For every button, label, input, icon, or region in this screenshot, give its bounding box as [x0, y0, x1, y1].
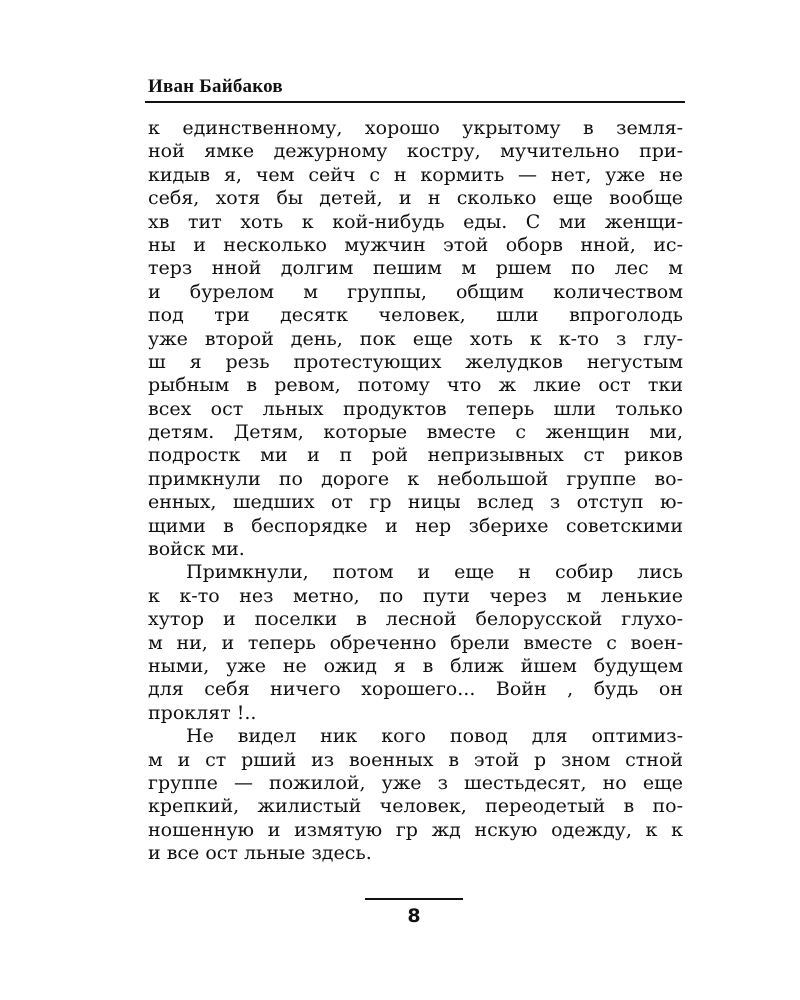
text-line: ношенную и измятую гр жд нскую одежду, к к: [148, 818, 683, 841]
text-line: к к-то нез метно, по пути через м ленькие: [148, 584, 683, 607]
text-line: кидыв я, чем сейч с н кормить — нет, уже не: [148, 163, 683, 186]
text-line: и все ост льные здесь.: [148, 842, 372, 865]
text-line: м и ст рший из военных в этой р зном стной: [148, 748, 683, 771]
running-header: [148, 76, 685, 100]
text-line: всех ост льных продуктов теперь шли только: [148, 397, 683, 420]
text-line: примкнули по дороге к небольшой группе во-: [148, 467, 683, 490]
text-line: под три десятк человек, шли впроголодь: [148, 304, 683, 327]
text-line: хв тит хоть к кой-нибудь еды. С ми женщи-: [148, 210, 683, 233]
text-line: группе — пожилой, уже з шестьдесят, но еще: [148, 771, 683, 794]
text-line: крепкий, жилистый человек, переодетый в по-: [148, 795, 683, 818]
text-line: хутор и поселки в лесной белорусской глухо-: [148, 608, 683, 631]
text-line: и бурелом м группы, общим количеством: [148, 280, 683, 303]
text-line: ными, уже не ожид я в ближ йшем будущем: [148, 654, 683, 677]
text-line: терз нной долгим пешим м ршем по лес м: [148, 257, 683, 280]
text-line: ны и несколько мужчин этой оборв нной, ис-: [148, 233, 683, 256]
text-line: енных, шедших от гр ницы вслед з отступ ю-: [148, 491, 683, 514]
text-line: войск ми.: [148, 538, 245, 561]
footer-rule: [365, 898, 463, 900]
page-number: 8: [407, 905, 421, 927]
header-rule: [145, 101, 685, 103]
text-line: Примкнули, потом и еще н собир лись: [186, 561, 683, 584]
text-line: к единственному, хорошо укрытому в земля-: [148, 117, 683, 139]
text-line: себя, хотя бы детей, и н сколько еще вообще: [148, 187, 683, 210]
text-line: для себя ничего хорошего... Войн , будь он: [148, 678, 683, 701]
text-line: ной ямке дежурному костру, мучительно при-: [148, 140, 683, 163]
text-line: детям. Детям, которые вместе с женщин ми,: [148, 421, 683, 444]
text-line: ш я резь протестующих желудков негустым: [148, 350, 683, 373]
text-line: подростк ми и п рой непризывных ст риков: [148, 444, 683, 467]
text-line: м ни, и теперь обреченно брели вместе с воен-: [148, 631, 683, 654]
text-line: рыбным в ревом, потому что ж лкие ост тки: [148, 374, 683, 397]
text-line: проклят !..: [148, 701, 257, 724]
author-name: Иван Байбаков: [148, 76, 283, 97]
text-line: щими в беспорядке и нер зберихе советскими: [148, 514, 683, 537]
body-text: [148, 117, 683, 866]
text-line: Не видел ник кого повод для оптимиз-: [186, 725, 683, 748]
text-line: уже второй день, пок еще хоть к к-то з глу-: [148, 327, 683, 350]
